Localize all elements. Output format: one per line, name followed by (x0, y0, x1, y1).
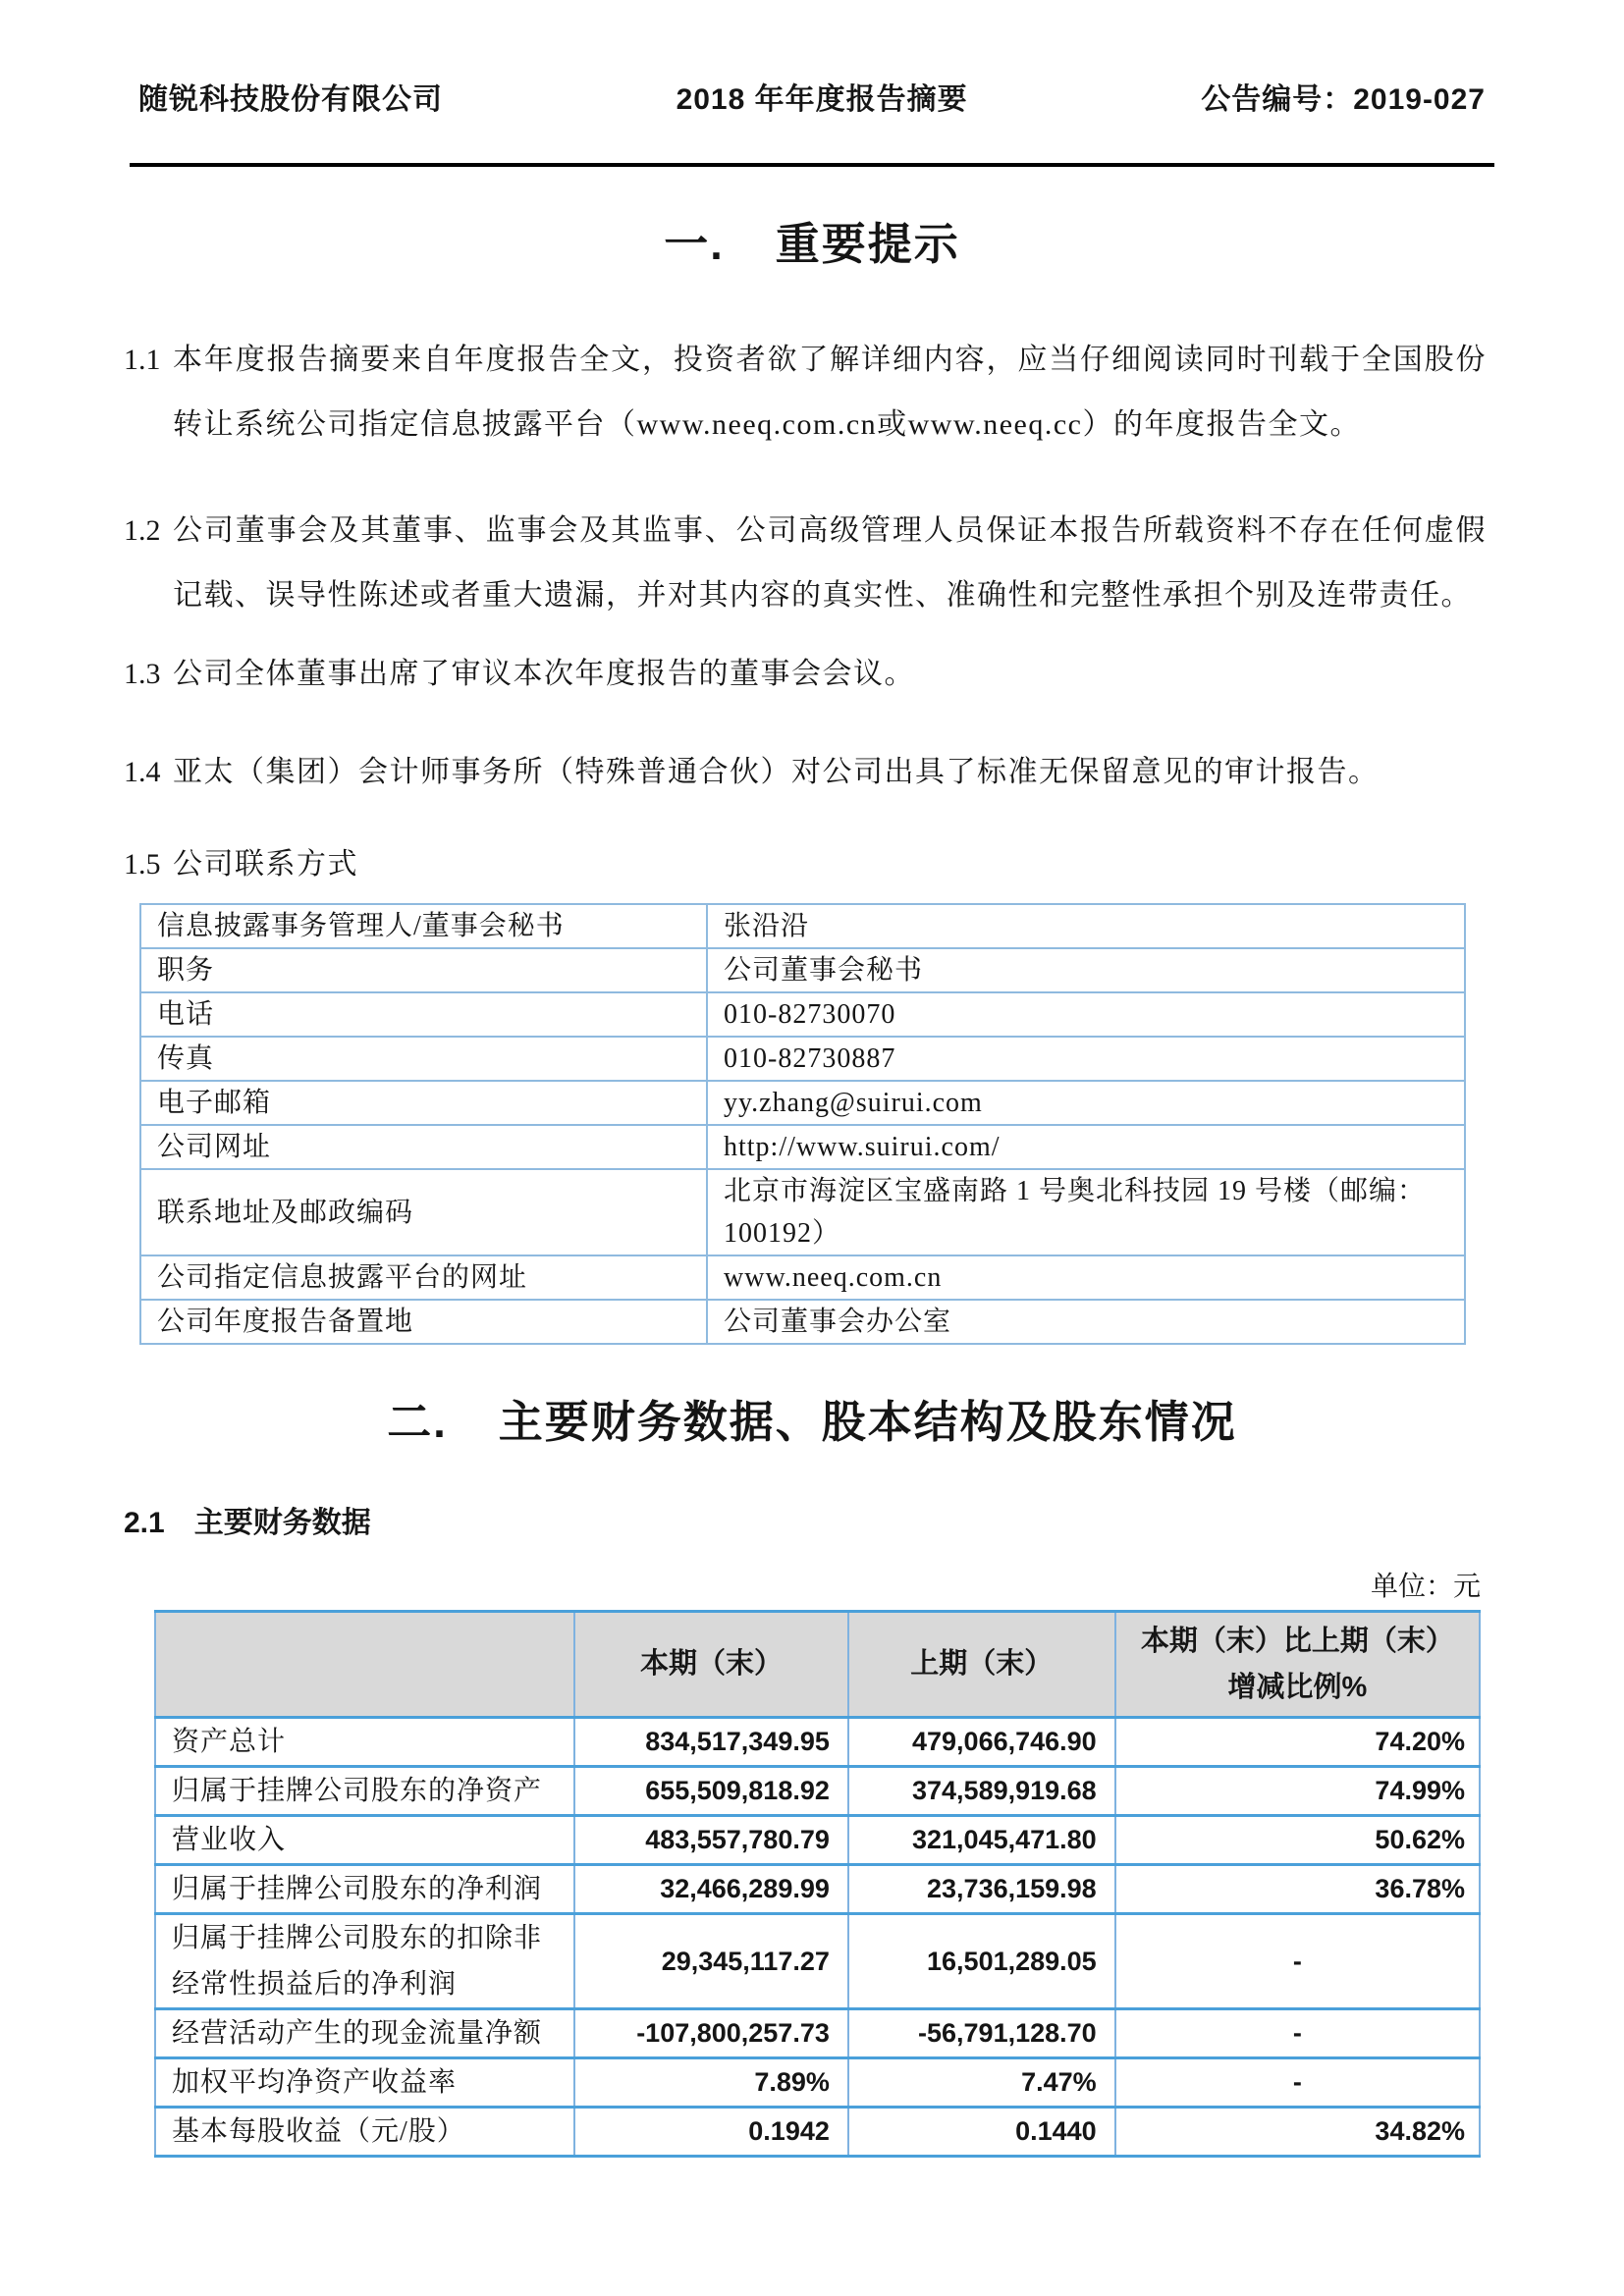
metric-current: 7.89% (574, 2058, 848, 2108)
table-row (155, 2058, 1480, 2108)
metric-label: 基本每股收益（元/股） (155, 2108, 574, 2157)
financial-header-row (155, 1612, 1480, 1718)
metric-change: - (1115, 1914, 1480, 2009)
table-row (140, 948, 1465, 992)
section-two-title (0, 1394, 1624, 1451)
metric-current: 29,345,117.27 (574, 1914, 848, 2009)
table-row (140, 1255, 1465, 1300)
row-label: 传真 (140, 1037, 707, 1081)
notice-item-1-5 (124, 832, 1487, 897)
table-row (155, 2108, 1480, 2157)
row-value: 010-82730070 (707, 992, 1465, 1037)
metric-current: 655,509,818.92 (574, 1767, 848, 1816)
row-value: 张沿沿 (707, 904, 1465, 948)
metric-prior: 374,589,919.68 (848, 1767, 1115, 1816)
metric-prior: 7.47% (848, 2058, 1115, 2108)
table-row (155, 1865, 1480, 1914)
col-header-change: 本期（末）比上期（末）增减比例% (1115, 1612, 1480, 1718)
metric-prior: 321,045,471.80 (848, 1816, 1115, 1865)
item-text: 公司全体董事出席了审议本次年度报告的董事会会议。 (173, 658, 915, 690)
item-text: 亚太（集团）会计师事务所（特殊普通合伙）对公司出具了标准无保留意见的审计报告。 (173, 756, 1380, 788)
row-value: 010-82730887 (707, 1037, 1465, 1081)
metric-label: 归属于挂牌公司股东的净资产 (155, 1767, 574, 1816)
metric-current: 834,517,349.95 (574, 1718, 848, 1767)
metric-change: - (1115, 2009, 1480, 2058)
metric-label: 归属于挂牌公司股东的扣除非经常性损益后的净利润 (155, 1914, 574, 2009)
col-header-metric (155, 1612, 574, 1718)
row-value: www.neeq.com.cn (707, 1255, 1465, 1300)
row-value: 公司董事会办公室 (707, 1300, 1465, 1344)
row-value: http://www.suirui.com/ (707, 1125, 1465, 1169)
row-value: 公司董事会秘书 (707, 948, 1465, 992)
item-number: 1.2 (124, 514, 161, 547)
metric-label: 经营活动产生的现金流量净额 (155, 2009, 574, 2058)
header-company: 随锐科技股份有限公司 (138, 83, 443, 116)
row-value: 北京市海淀区宝盛南路 1 号奥北科技园 19 号楼（邮编：100192） (707, 1169, 1465, 1255)
row-value: yy.zhang@suirui.com (707, 1081, 1465, 1125)
metric-label: 资产总计 (155, 1718, 574, 1767)
table-row (155, 1767, 1480, 1816)
table-row (140, 1037, 1465, 1081)
item-number: 1.1 (124, 344, 161, 376)
row-label: 电话 (140, 992, 707, 1037)
table-row (140, 1125, 1465, 1169)
metric-change: - (1115, 2058, 1480, 2108)
row-label: 电子邮箱 (140, 1081, 707, 1125)
item-text: 公司董事会及其董事、监事会及其监事、公司高级管理人员保证本报告所载资料不存在任何虚假记载、误导性陈述或者重大遗漏，并对其内容的真实性、准确性和完整性承担个别及连带责任。 (173, 514, 1487, 612)
subsection-title-text: 主要财务数据 (193, 1507, 371, 1539)
contact-table (139, 903, 1466, 1345)
metric-current: 32,466,289.99 (574, 1865, 848, 1914)
table-row (155, 2009, 1480, 2058)
metric-change: 74.99% (1115, 1767, 1480, 1816)
metric-prior: 479,066,746.90 (848, 1718, 1115, 1767)
metric-prior: -56,791,128.70 (848, 2009, 1115, 2058)
table-row (155, 1816, 1480, 1865)
header-rule (130, 163, 1494, 167)
metric-current: 0.1942 (574, 2108, 848, 2157)
metric-prior: 16,501,289.05 (848, 1914, 1115, 2009)
table-row (155, 1914, 1480, 2009)
table-row (140, 992, 1465, 1037)
metric-change: 36.78% (1115, 1865, 1480, 1914)
table-row (155, 1718, 1480, 1767)
table-row (140, 1300, 1465, 1344)
metric-change: 34.82% (1115, 2108, 1480, 2157)
item-text: 公司联系方式 (173, 848, 358, 881)
item-number: 1.4 (124, 756, 161, 788)
section-two-title-text: 主要财务数据、股本结构及股东情况 (498, 1397, 1237, 1447)
metric-current: 483,557,780.79 (574, 1816, 848, 1865)
section-two-number: 二. (387, 1397, 448, 1447)
col-header-prior: 上期（末） (848, 1612, 1115, 1718)
financial-section (0, 1610, 1624, 2158)
notice-item-1-4 (124, 740, 1487, 805)
notice-item-1-1 (124, 328, 1487, 457)
row-label: 联系地址及邮政编码 (140, 1169, 707, 1255)
metric-current: -107,800,257.73 (574, 2009, 848, 2058)
metric-label: 加权平均净资产收益率 (155, 2058, 574, 2108)
financial-table (154, 1610, 1481, 2158)
row-label: 职务 (140, 948, 707, 992)
row-label: 公司年度报告备置地 (140, 1300, 707, 1344)
table-row (140, 1169, 1465, 1255)
row-label: 信息披露事务管理人/董事会秘书 (140, 904, 707, 948)
unit-note: 单位：元 (1370, 1572, 1481, 1602)
section-one-number: 一. (664, 219, 725, 269)
section-one-title (0, 216, 1624, 273)
table-row (140, 1081, 1465, 1125)
header-announcement-no: 公告编号：2019-027 (1201, 83, 1486, 116)
running-header (0, 0, 1624, 118)
col-header-current: 本期（末） (574, 1612, 848, 1718)
row-label: 公司网址 (140, 1125, 707, 1169)
item-text: 本年度报告摘要来自年度报告全文，投资者欲了解详细内容，应当仔细阅读同时刊载于全国股份转让系统公司指定信息披露平台（www.neeq.com.cn或www.neeq.cc）的年度报告全文。 (173, 344, 1487, 441)
subsection-number: 2.1 (124, 1507, 165, 1539)
section-one-title-text: 重要提示 (775, 219, 960, 269)
item-number: 1.3 (124, 658, 161, 690)
notice-item-1-3 (124, 642, 1487, 707)
item-number: 1.5 (124, 848, 161, 881)
subsection-heading (124, 1498, 1624, 1541)
notice-items (0, 328, 1624, 1345)
metric-label: 营业收入 (155, 1816, 574, 1865)
header-report-title: 2018 年年度报告摘要 (676, 83, 968, 116)
table-row (140, 904, 1465, 948)
metric-prior: 0.1440 (848, 2108, 1115, 2157)
row-label: 公司指定信息披露平台的网址 (140, 1255, 707, 1300)
metric-prior: 23,736,159.98 (848, 1865, 1115, 1914)
metric-change: 74.20% (1115, 1718, 1480, 1767)
notice-item-1-2 (124, 499, 1487, 628)
metric-label: 归属于挂牌公司股东的净利润 (155, 1865, 574, 1914)
metric-change: 50.62% (1115, 1816, 1480, 1865)
